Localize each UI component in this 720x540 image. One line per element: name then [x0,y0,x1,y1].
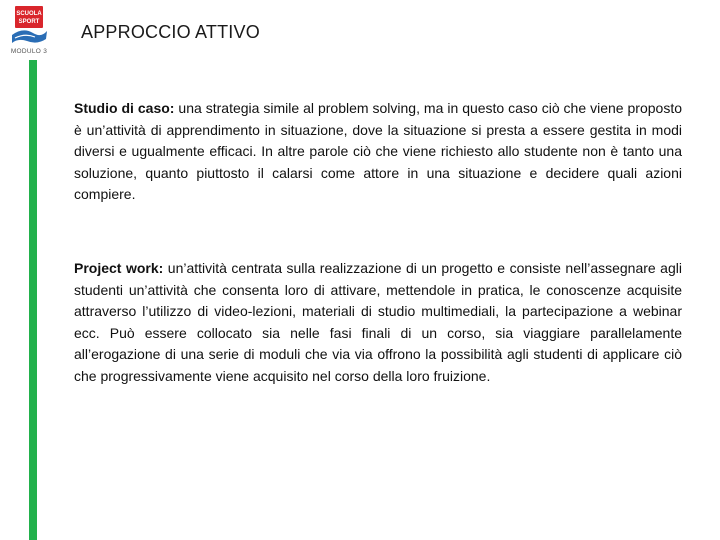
logo-emblem-icon [9,5,49,47]
paragraph-body: un’attività centrata sulla realizzazione di un progetto e consiste nell’assegnare agli studenti un’attività che consenta loro di attivare, mettendole in pratica, le conoscenze acquisite attraverso l’utilizzo di video-lezioni, materiali di studio multimediali, la partecipazione a webinar ecc. Può essere collocato sia nelle fasi finali di un corso, sia viaggiare parallelamente all’erogazione di una serie di moduli che via via offrono la possibilità agli studenti di applicare ciò che progressivamente viene acquisito nel corso della loro fruizione. [74,260,682,384]
slide-title: APPROCCIO ATTIVO [81,22,260,42]
paragraph-lead: Project work: [74,260,164,276]
logo-text-line2: SPORT [18,19,40,25]
accent-sidebar-bar [29,60,37,540]
scuola-sport-logo [9,5,49,47]
module-label: MODULO 3 [10,48,48,55]
logo-text-line1: SCUOLA [16,11,42,17]
paragraph-case-study [74,98,682,206]
paragraph-lead: Studio di caso: [74,100,175,116]
paragraph-body: una strategia simile al problem solving, ma in questo caso ciò che viene proposto è un’attività di apprendimento in situazione, dove la situazione si presta a essere gestita in modi diversi e ugualmente efficaci. In altre parole ciò che viene richiesto allo studente non è tanto una soluzione, quanto piuttosto il calarsi come attore in una situazione e decidere quali azioni compiere. [74,100,682,203]
paragraph-project-work [74,258,682,388]
